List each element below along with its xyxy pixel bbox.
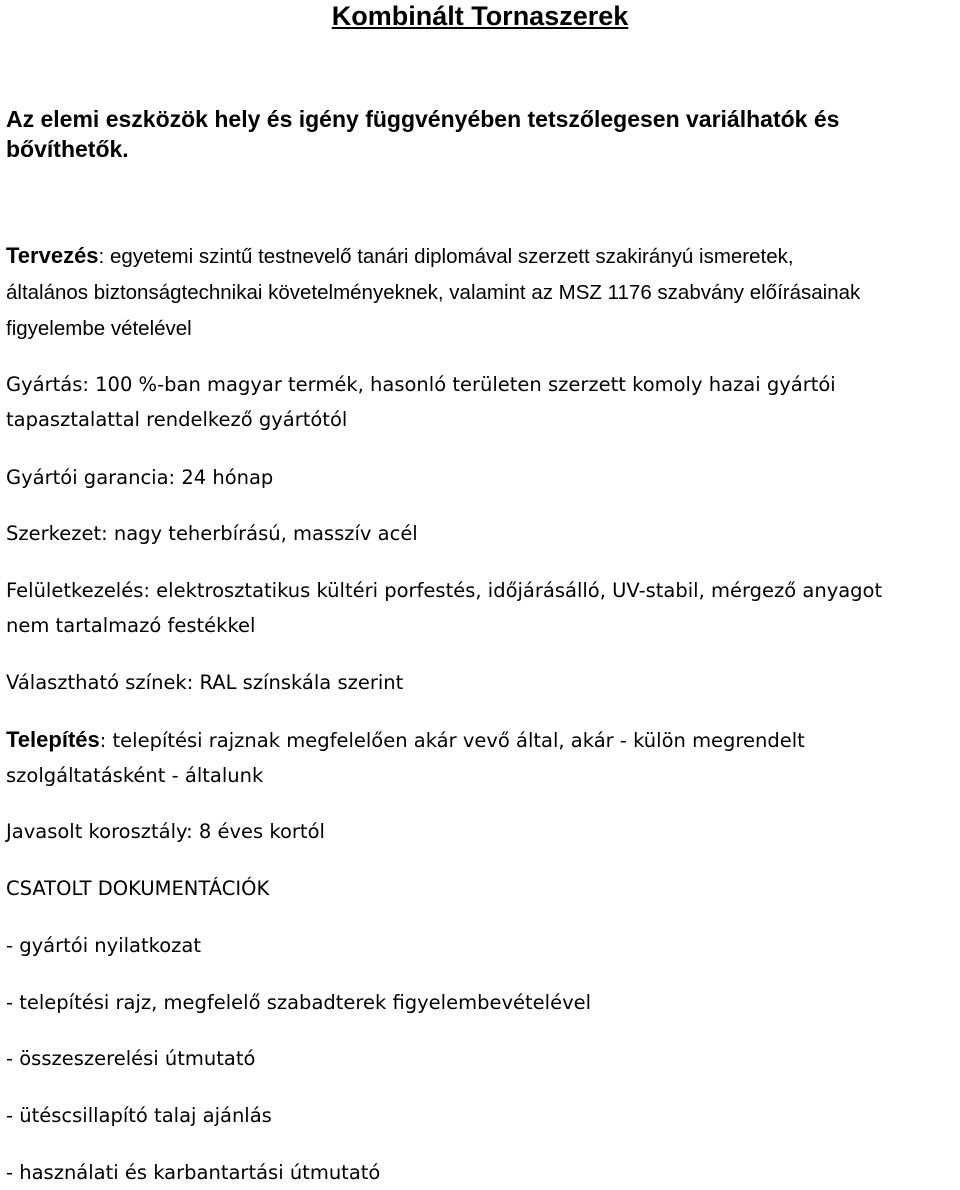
feluletkezeles-line-2: nem tartalmazó festékkel — [6, 614, 256, 637]
tervezes-label: Tervezés — [6, 243, 99, 268]
gyartas-line-1: Gyártás: 100 %-ban magyar termék, hasonló területen szerzett komoly hazai gyártói — [6, 373, 836, 396]
szinek-line: Választható színek: RAL színskála szerint — [6, 671, 404, 694]
feluletkezeles-paragraph — [6, 573, 960, 643]
tervezes-paragraph — [6, 238, 960, 347]
telepites-label: Telepítés — [6, 727, 100, 752]
feluletkezeles-line-1: Felületkezelés: elektrosztatikus kültéri porfestés, időjárásálló, UV-stabil, mérgező anyagot — [6, 579, 883, 602]
document-item: - összeszerelési útmutató — [6, 1047, 256, 1070]
szerkezet-line: Szerkezet: nagy teherbírású, masszív acél — [6, 522, 418, 545]
subtitle: Az elemi eszközök hely és igény függvényében tetszőlegesen variálhatók és bővíthetők. — [6, 106, 840, 162]
document-item: - gyártói nyilatkozat — [6, 934, 201, 957]
document-item: - használati és karbantartási útmutató — [6, 1161, 381, 1184]
gyartas-line-2: tapasztalattal rendelkező gyártótól — [6, 408, 348, 431]
gyartas-paragraph — [6, 367, 960, 437]
garancia-line: Gyártói garancia: 24 hónap — [6, 466, 274, 489]
garancia-paragraph — [6, 460, 960, 495]
tervezes-line-1: : egyetemi szintű testnevelő tanári diplomával szerzett szakirányú ismeretek, — [98, 245, 794, 268]
korosztaly-paragraph — [6, 814, 960, 849]
korosztaly-line: Javasolt korosztály: 8 éves kortól — [6, 820, 325, 843]
telepites-line-1: : telepítési rajznak megfelelően akár vevő által, akár - külön megrendelt — [99, 729, 805, 752]
document-item: - ütéscsillapító talaj ajánlás — [6, 1104, 272, 1127]
documents-heading — [6, 871, 960, 906]
page-title: Kombinált Tornaszerek — [331, 1, 629, 31]
telepites-line-2: szolgáltatásként - általunk — [6, 764, 264, 787]
tervezes-line-2: általános biztonságtechnikai követelményeknek, valamint az MSZ 1176 szabvány előírásainak — [6, 281, 861, 304]
documents-heading-text: CSATOLT DOKUMENTÁCIÓK — [6, 877, 270, 900]
telepites-paragraph — [6, 722, 960, 793]
szerkezet-paragraph — [6, 516, 960, 551]
tervezes-line-3: figyelembe vételével — [6, 317, 192, 340]
szinek-paragraph — [6, 665, 960, 700]
document-item: - telepítési rajz, megfelelő szabadterek figyelembevételével — [6, 991, 592, 1014]
